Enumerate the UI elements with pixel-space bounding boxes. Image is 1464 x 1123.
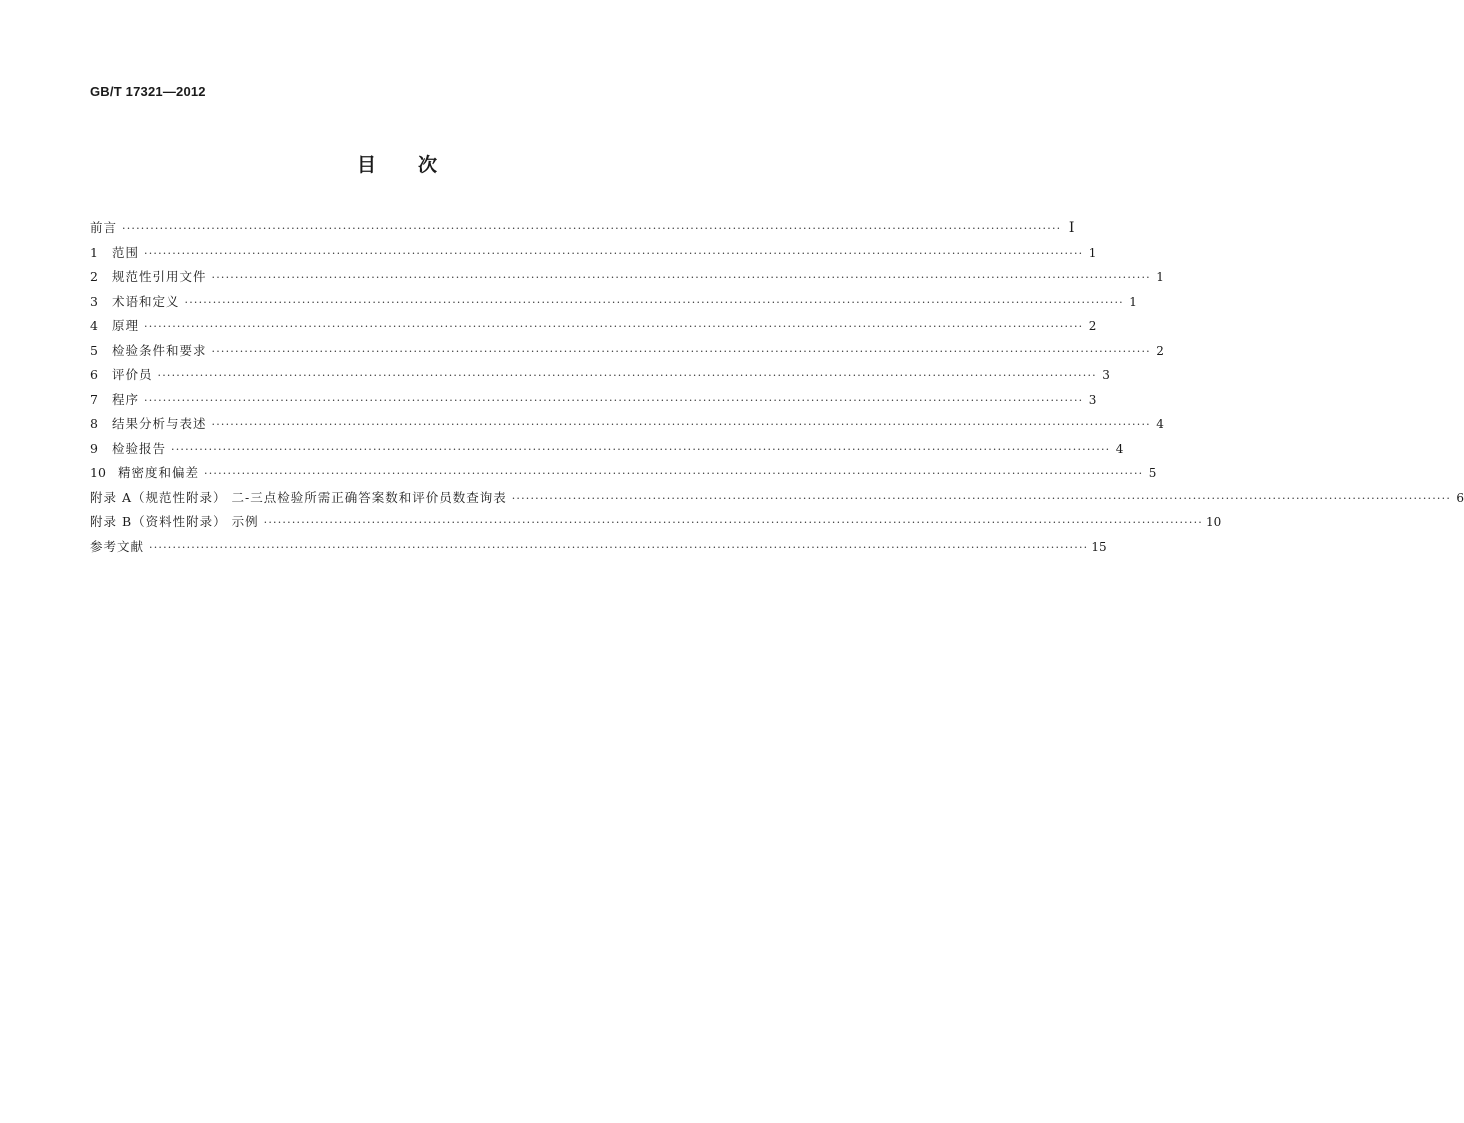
toc-entry-page: 1: [1088, 245, 1097, 260]
toc-leader-dots: ········································································································································································································: [171, 442, 1111, 456]
toc-leader-dots: ········································································································································································································: [122, 222, 1062, 235]
toc-entry-bibliography[interactable]: [90, 535, 1107, 560]
toc-entry-label: 精密度和偏差: [118, 465, 200, 480]
toc-entry-label: 范围: [112, 244, 140, 260]
toc-entry-number: 7: [90, 391, 98, 407]
toc-leader-dots: ········································································································································································································: [157, 369, 1097, 382]
toc-entry-label: 评价员: [112, 367, 153, 382]
toc-entry-page: 4: [1115, 441, 1124, 456]
toc-entry-number: 6: [90, 367, 98, 382]
toc-entry-label: 参考文献: [90, 538, 145, 554]
standard-code: GB/T 17321—2012: [90, 84, 206, 99]
toc-entry-label: 术语和定义: [112, 293, 180, 309]
toc-leader-dots: ········································································································································································································: [144, 246, 1084, 260]
toc-entry-10[interactable]: [90, 461, 1157, 486]
toc-entry-label: 前言: [90, 220, 118, 235]
toc-entry-page: 2: [1156, 343, 1164, 358]
toc-entry-page: 15: [1091, 539, 1107, 554]
toc-entry-page: 3: [1102, 368, 1110, 382]
toc-entry-page: 1: [1129, 294, 1137, 309]
toc-entry-label: 附录 B（资料性附录） 示例: [90, 514, 259, 529]
toc-leader-dots: ········································································································································································································: [149, 540, 1089, 554]
toc-entry-2[interactable]: [90, 265, 1164, 290]
toc-entry-page: 1: [1156, 270, 1164, 284]
toc-entry-label: 附录 A（规范性附录） 二-三点检验所需正确答案数和评价员数查询表: [90, 489, 507, 505]
toc-entry-label: 检验条件和要求: [112, 342, 207, 358]
toc-entry-appendix-b[interactable]: [90, 510, 1222, 535]
toc-leader-dots: ········································································································································································································: [211, 418, 1151, 431]
toc-entry-9[interactable]: [90, 437, 1124, 462]
toc-entry-number: 9: [90, 440, 98, 456]
table-of-contents: [90, 216, 1464, 559]
toc-entry-label: 检验报告: [112, 440, 167, 456]
toc-entry-number: 1: [90, 244, 98, 260]
toc-leader-dots: ········································································································································································································: [211, 271, 1151, 284]
toc-entry-page: 10: [1205, 515, 1222, 529]
toc-entry-foreword[interactable]: [90, 216, 1075, 241]
toc-entry-6[interactable]: [90, 363, 1110, 388]
toc-entry-number: 8: [90, 416, 98, 431]
toc-leader-dots: ········································································································································································································: [144, 320, 1084, 333]
toc-entry-page: Ⅰ: [1068, 220, 1075, 236]
toc-entry-page: 5: [1148, 466, 1157, 480]
toc-entry-page: 3: [1088, 392, 1097, 407]
toc-leader-dots: ········································································································································································································: [144, 393, 1084, 407]
toc-entry-label: 程序: [112, 391, 140, 407]
page-title: 目次: [356, 154, 479, 176]
toc-entry-3[interactable]: [90, 290, 1137, 315]
toc-entry-label: 规范性引用文件: [112, 269, 207, 284]
toc-entry-page: 6: [1456, 490, 1464, 505]
toc-entry-page: 2: [1088, 319, 1097, 333]
toc-entry-label: 原理: [112, 318, 140, 333]
toc-entry-number: 3: [90, 293, 98, 309]
toc-entry-page: 4: [1156, 417, 1164, 431]
toc-entry-7[interactable]: [90, 388, 1097, 413]
toc-leader-dots: ········································································································································································································: [263, 516, 1203, 529]
toc-entry-number: 4: [90, 318, 98, 333]
toc-leader-dots: ········································································································································································································: [204, 467, 1144, 480]
toc-entry-appendix-a[interactable]: [90, 486, 1464, 511]
toc-entry-5[interactable]: [90, 339, 1164, 364]
toc-entry-number: 10: [90, 465, 106, 480]
toc-entry-number: 2: [90, 269, 98, 284]
toc-leader-dots: ········································································································································································································: [184, 295, 1124, 309]
toc-entry-1[interactable]: [90, 241, 1097, 266]
toc-leader-dots: ········································································································································································································: [211, 344, 1151, 358]
toc-leader-dots: ········································································································································································································: [511, 491, 1452, 505]
toc-entry-number: 5: [90, 342, 98, 358]
toc-entry-4[interactable]: [90, 314, 1097, 339]
toc-entry-label: 结果分析与表述: [112, 416, 207, 431]
toc-entry-8[interactable]: [90, 412, 1164, 437]
